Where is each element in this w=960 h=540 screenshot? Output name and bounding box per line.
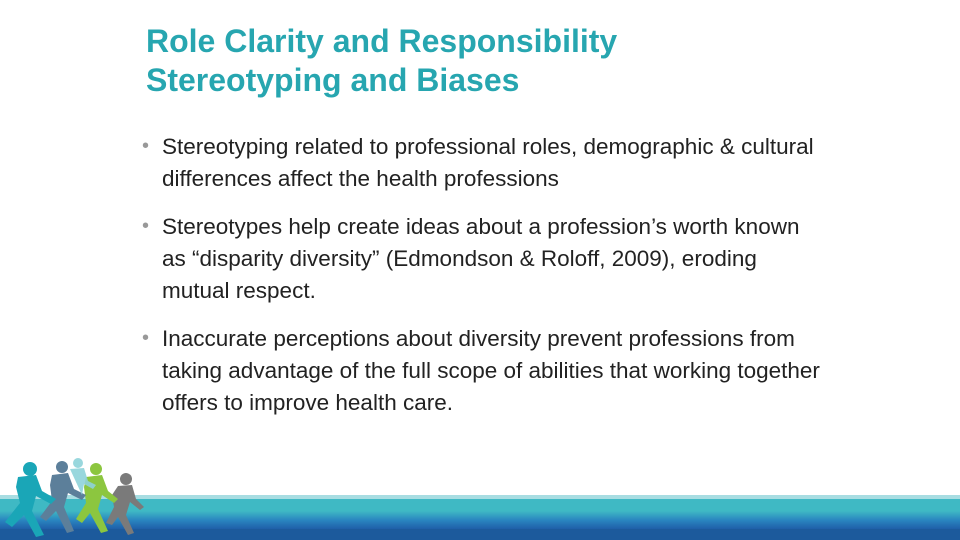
bullet-dot: • [142,327,150,349]
bullet-list [142,131,822,435]
bullet-text: Inaccurate perceptions about diversity prevent professions from taking advantage of the full scope of abilities that working together offers to improve health care. [162,326,820,415]
bullet-item [142,211,822,307]
bullet-item [142,323,822,419]
bullet-dot: • [142,135,150,157]
bullet-item [142,131,822,195]
slide-title [146,22,906,100]
footer-decoration [0,455,960,540]
bullet-dot: • [142,215,150,237]
footer-band-teal [0,499,960,511]
bullet-text: Stereotyping related to professional roles, demographic & cultural differences affect the health professions [162,134,814,191]
title-line-1: Role Clarity and Responsibility [146,23,618,59]
title-line-2: Stereotyping and Biases [146,62,520,98]
bullet-text: Stereotypes help create ideas about a profession’s worth known as “disparity diversity” (Edmondson & Roloff, 2009), eroding mutual respect. [162,214,800,303]
footer-band-light [0,495,960,499]
footer-band-deep [0,529,960,540]
footer-band-blue [0,511,960,529]
